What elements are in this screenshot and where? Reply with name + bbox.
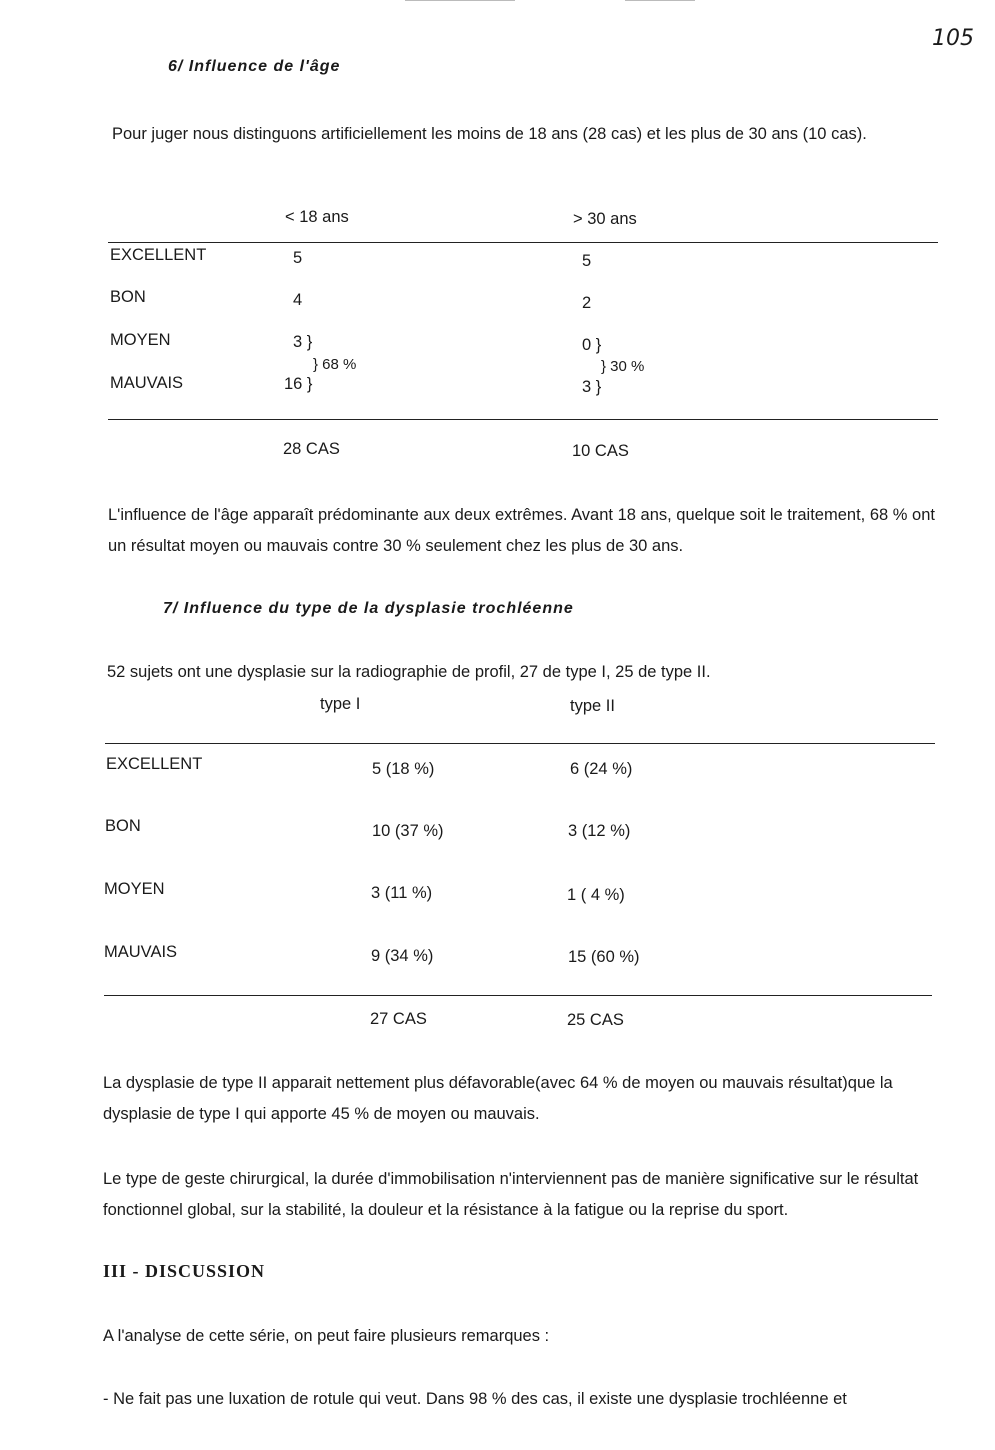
age-brace-percent: } 68 %	[313, 356, 357, 373]
dysplasia-row-label: MAUVAIS	[104, 943, 178, 961]
table-bottom-rule	[104, 995, 932, 996]
dysplasia-cell: 3 (12 %)	[568, 822, 631, 840]
table-bottom-rule	[108, 419, 938, 420]
age-row-label: MAUVAIS	[110, 374, 184, 392]
scan-artifact-line	[625, 0, 695, 1]
age-col-header-under18: < 18 ans	[285, 208, 349, 226]
dysplasia-total: 27 CAS	[370, 1010, 427, 1028]
section7-conclusion: La dysplasie de type II apparait nettement plus défavorable(avec 64 % de moyen ou mauvais résultat)que la dysplasie de type I qui apporte 45 % de moyen ou mauvais.	[103, 1074, 893, 1123]
dysplasia-cell: 3 (11 %)	[371, 884, 433, 902]
age-cell: 16 }	[284, 375, 313, 393]
dysplasia-row-label: BON	[105, 817, 141, 835]
age-row-label: EXCELLENT	[110, 246, 207, 264]
discussion-intro: A l'analyse de cette série, on peut faire plusieurs remarques :	[103, 1327, 550, 1345]
dysplasia-cell: 15 (60 %)	[568, 948, 640, 966]
age-cell: 3 }	[293, 333, 313, 351]
page-number: 105	[932, 26, 974, 51]
section7-intro: 52 sujets ont une dysplasie sur la radiographie de profil, 27 de type I, 25 de type II.	[107, 663, 711, 681]
dysplasia-cell: 5 (18 %)	[372, 760, 435, 778]
section7-note: Le type de geste chirurgical, la durée d'immobilisation n'interviennent pas de manière significative sur le résultat fonctionnel global, sur la stabilité, la douleur et la résistance à la fatigue ou la reprise du sport.	[103, 1170, 919, 1219]
dysplasia-col-header-type1: type I	[320, 695, 361, 713]
age-col-header-over30: > 30 ans	[573, 210, 637, 228]
age-cell: 5	[582, 252, 592, 270]
dysplasia-col-header-type2: type II	[570, 697, 615, 715]
age-row-label: BON	[110, 288, 146, 306]
age-cell: 3 }	[582, 378, 602, 396]
discussion-point: - Ne fait pas une luxation de rotule qui veut. Dans 98 % des cas, il existe une dysplasie trochléenne et	[103, 1390, 847, 1408]
age-cell: 5	[293, 249, 303, 267]
age-cell: 2	[582, 294, 592, 312]
section6-conclusion: L'influence de l'âge apparaît prédominante aux deux extrêmes. Avant 18 ans, quelque soit le traitement, 68 % ont un résultat moyen ou mauvais contre 30 % seulement chez les plus de 30 ans.	[108, 506, 935, 555]
table-top-rule	[105, 743, 935, 744]
section6-intro: Pour juger nous distinguons artificiellement les moins de 18 ans (28 cas) et les plus de 30 ans (10 cas).	[112, 125, 867, 143]
dysplasia-cell: 6 (24 %)	[570, 760, 633, 778]
section6-heading: 6/ Influence de l'âge	[168, 58, 341, 75]
section7-heading: 7/ Influence du type de la dysplasie trochléenne	[163, 600, 574, 617]
dysplasia-cell: 10 (37 %)	[372, 822, 444, 840]
age-cell: 0 }	[582, 336, 602, 354]
age-total: 10 CAS	[572, 442, 629, 460]
age-cell: 4	[293, 291, 303, 309]
dysplasia-cell: 1 ( 4 %)	[567, 886, 625, 904]
age-brace-percent: } 30 %	[601, 358, 645, 375]
age-row-label: MOYEN	[110, 331, 171, 349]
scan-artifact-line	[405, 0, 515, 1]
table-top-rule	[108, 242, 938, 243]
age-total: 28 CAS	[283, 440, 340, 458]
dysplasia-row-label: MOYEN	[104, 880, 165, 898]
dysplasia-cell: 9 (34 %)	[371, 947, 434, 965]
dysplasia-row-label: EXCELLENT	[106, 755, 203, 773]
dysplasia-total: 25 CAS	[567, 1011, 624, 1029]
discussion-heading: III - DISCUSSION	[103, 1261, 266, 1281]
